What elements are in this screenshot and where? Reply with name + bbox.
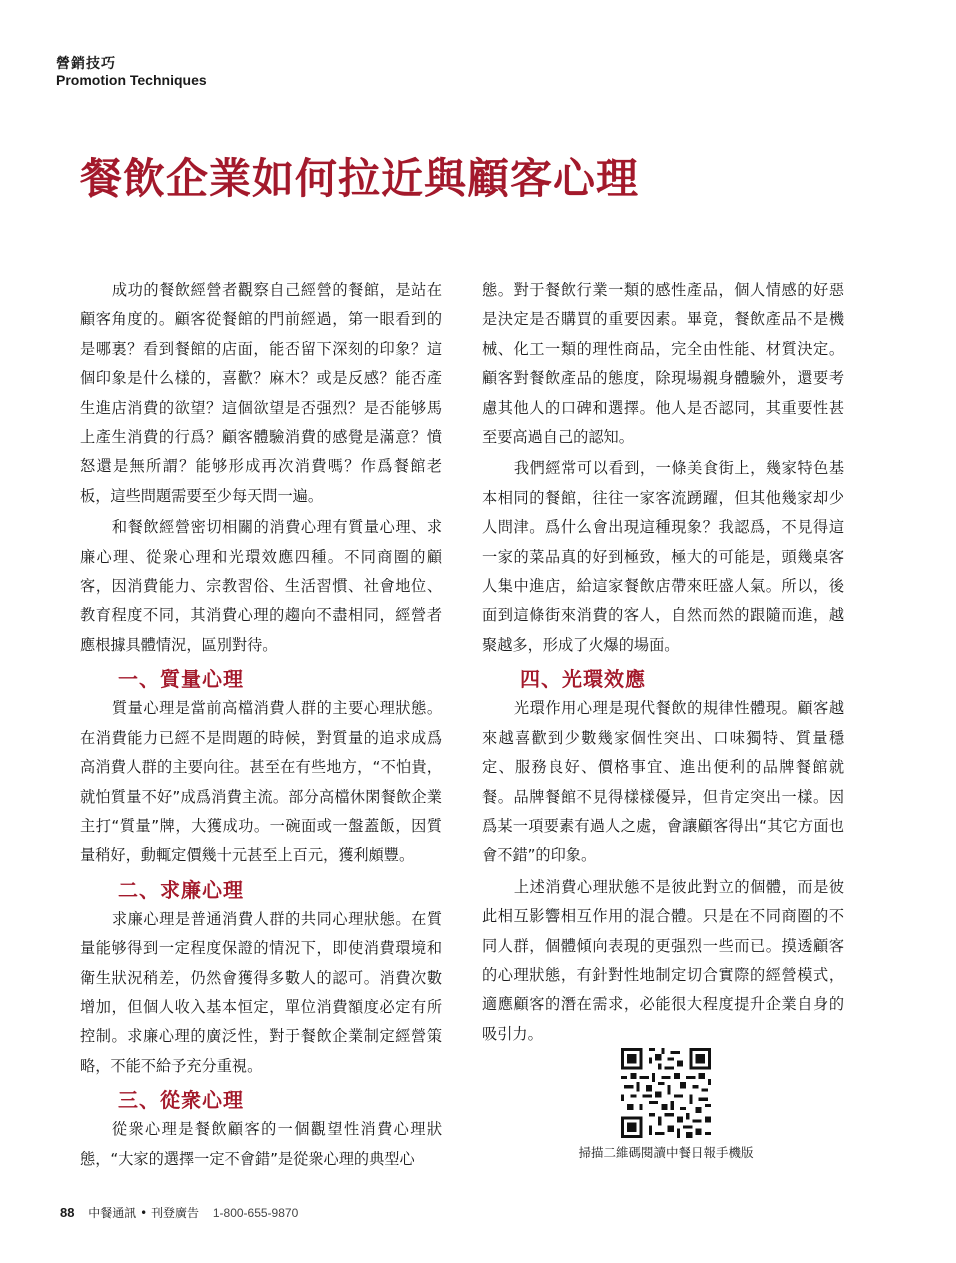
article-title: 餐飲企業如何拉近與顧客心理 (80, 154, 640, 203)
food-street-paragraph: 我們經常可以看到，一條美食街上，幾家特色基本相同的餐館，往往一家客流踴躍，但其他幾家却少人問津。爲什么會出現這種現象？我認爲，不見得這一家的菜品真的好到極致，極大的可能是，頭幾桌客人集中進店，給這家餐飲店帶來旺盛人氣。所以，後面到這條街來消費的客人，自然而然的跟隨而進，越聚越多，形成了火爆的場面。 (482, 459, 844, 654)
continued-paragraph: 態。對于餐飲行業一類的感性產品，個人情感的好惡是決定是否購買的重要因素。畢竟，餐飲產品不是機械、化工一類的理性商品，完全由性能、材質決定。顧客對餐飲產品的態度，除現場親身體驗外，還要考慮其他人的口碑和選擇。他人是否認同，其重要性甚至要高過自己的認知。 (482, 281, 844, 447)
conclusion-paragraph: 上述消費心理狀態不是彼此對立的個體，而是彼此相互影響相互作用的混合體。只是在不同商圈的不同人群，個體傾向表現的更强烈一些而已。摸透顧客的心理狀態，有針對性地制定切合實際的經營模式，適應顧客的潛在需求，必能很大程度提升企業自身的吸引力。 (482, 877, 844, 1043)
phone-number: 1-800-655-9870 (212, 1206, 299, 1220)
section-body-quality: 質量心理是當前高檔消費人群的主要心理狀態。在消費能力已經不是問題的時候，對質量的追求成爲高消費人群的主要向往。甚至在有些地方，“不怕貴，就怕質量不好”成爲消費主流。部分高檔休閑餐飲企業主打“質量”牌，大獲成功。一碗面或一盤蓋飯，因質量稍好，動輒定價幾十元甚至上百元，獲利頗豐。 (80, 699, 442, 865)
section-heading-quality: 一、質量心理 (118, 667, 244, 692)
publication-ad-note: 中餐通訊 • 刊登廣告 (88, 1206, 200, 1220)
section-body-conformity: 從衆心理是餐飲顧客的一個觀望性消費心理狀態，“大家的選擇一定不會錯”是從衆心理的典型心 (80, 1120, 442, 1168)
intro-paragraph-1: 成功的餐飲經營者觀察自己經營的餐館，是站在顧客角度的。顧客從餐館的門前經過，第一眼看到的是哪裏？看到餐館的店面，能否留下深刻的印象？這個印象是什么樣的，喜歡？麻木？或是反感？能否產生進店消費的欲望？這個欲望是否强烈？是否能够馬上產生消費的行爲？顧客體驗消費的感覺是滿意？憤怒還是無所謂？能够形成再次消費嗎？作爲餐館老板，這些問題需要至少每天問一遍。 (80, 281, 442, 505)
intro-paragraph-2: 和餐飲經營密切相關的消費心理有質量心理、求廉心理、從衆心理和光環效應四種。不同商圈的顧客，因消費能力、宗教習俗、生活習慣、社會地位、教育程度不同，其消費心理的趨向不盡相同，經營者應根據具體情況，區別對待。 (80, 518, 442, 654)
section-label-en: Promotion Techniques (56, 72, 207, 88)
qr-caption: 掃描二維碼閱讀中餐日報手機版 (578, 1145, 754, 1160)
section-body-thrift: 求廉心理是普通消費人群的共同心理狀態。在質量能够得到一定程度保證的情況下，即使消費環境和衛生狀況稍差，仍然會獲得多數人的認可。消費次數增加，但個人收入基本恒定，單位消費額度必定有所控制。求廉心理的廣泛性，對于餐飲企業制定經營策略，不能不給予充分重視。 (80, 909, 442, 1075)
page-footer (60, 1204, 298, 1221)
section-label-zh: 營銷技巧 (56, 56, 116, 72)
qr-code-icon[interactable] (621, 1048, 711, 1138)
section-heading-conformity: 三、從衆心理 (118, 1088, 244, 1113)
section-body-halo: 光環作用心理是現代餐飲的規律性體現。顧客越來越喜歡到少數幾家個性突出、口味獨特、質量穩定、服務良好、價格事宜、進出便利的品牌餐館就餐。品牌餐館不見得樣樣優异，但肯定突出一樣。因爲某一項要素有過人之處，會讓顧客得出“其它方面也會不錯”的印象。 (482, 699, 844, 865)
section-heading-halo: 四、光環效應 (520, 667, 646, 692)
page-number: 88 (60, 1205, 75, 1220)
right-column (482, 276, 844, 1049)
left-column (80, 276, 442, 1174)
section-heading-thrift: 二、求廉心理 (118, 877, 244, 902)
